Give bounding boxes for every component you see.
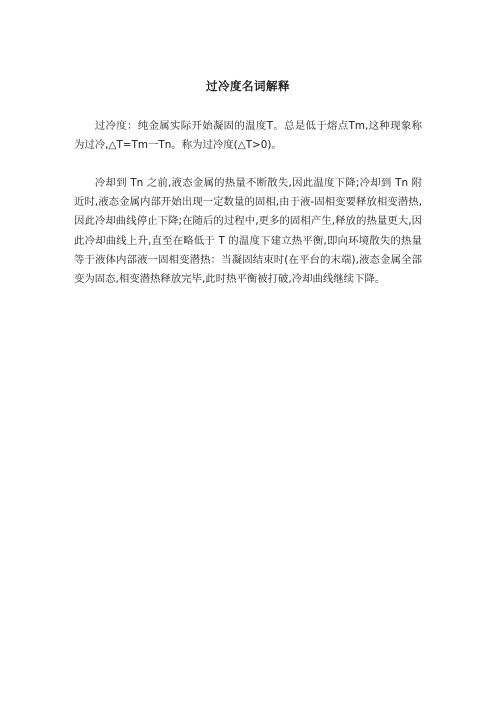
paragraph-cooling-curve: 冷却到 Tn 之前,液态金属的热量不断散失,因此温度下降;冷却到 Tn 附近时,液态金属内部开始出现一定数量的固相,由于液-固相变要释放相变潜热,因此冷却曲线停止下降;在随后的过程中,更多的固相产生,释放的热量更大,因此冷却曲线上升,直至在略低于 T 的温度下建立热平衡,即向环境散失的热量等于液体内部液一固相变潜热：当凝固结束时(在平台的末端),液态金属全部变为固态,相变潜热释放完毕,此时热平衡被打破,冷却曲线继续下降。 (74, 177, 422, 286)
paragraph-definition: 过冷度：纯金属实际开始凝固的温度T。总是低于熔点Tm,这种现象称为过冷,△T=Tm一Tn。称为过冷度(△T>0)。 (74, 120, 422, 152)
document-title: 过冷度名词解释 (206, 79, 290, 93)
